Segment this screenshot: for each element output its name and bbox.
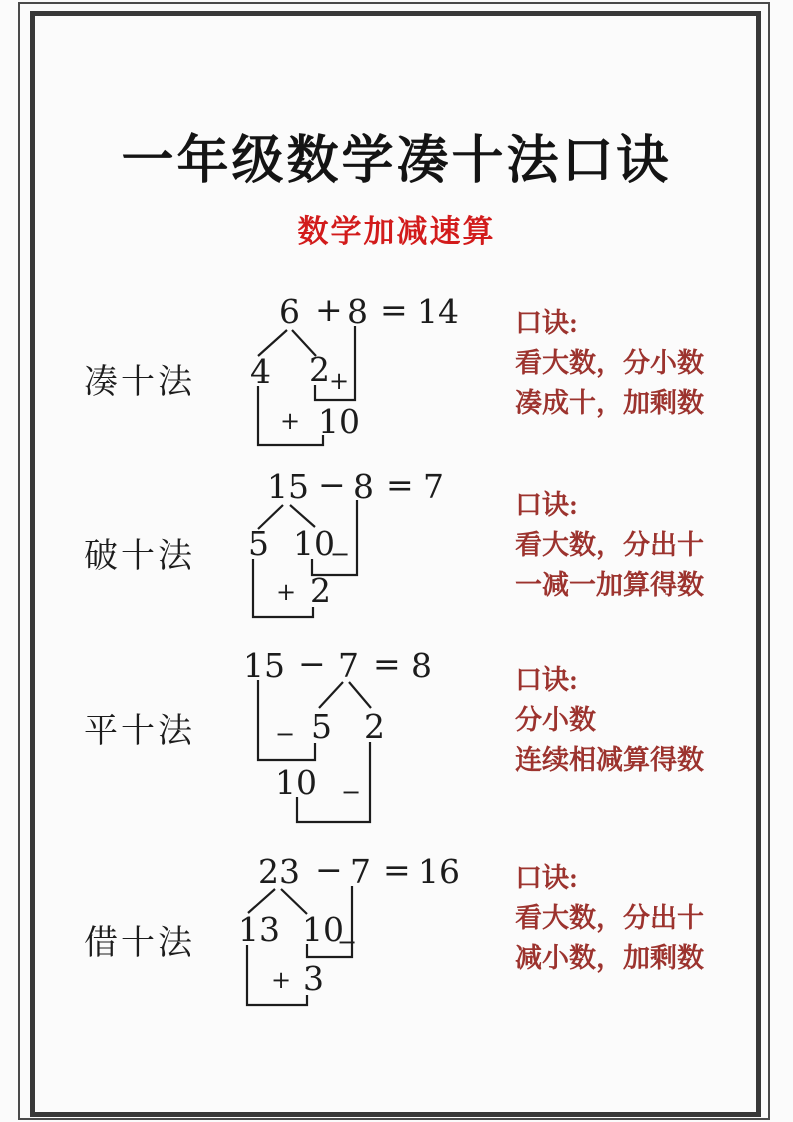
bottom-num: 10 [318,402,360,441]
eq-sign: = [386,465,414,504]
decomposition-diagram-jieshifa [225,850,475,1023]
mnemonic-heading: 口诀: [515,308,578,338]
split-right-num: 10 [302,910,344,949]
mnemonic-pingshifa [515,660,750,780]
eq-sign: = [383,850,411,889]
page-subtitle: 数学加减速算 [297,214,496,249]
split-left-num: 13 [238,910,280,949]
mid-num: 10 [275,763,317,802]
mnemonic-line: 一减一加算得数 [515,570,704,600]
eq-sign: = [373,644,401,683]
mnemonic-line: 看大数，分出十 [515,530,704,560]
mnemonic-coushifa [515,303,750,423]
bottom-op: + [276,578,297,606]
method-label-poshifa: 破十法 [84,538,195,575]
split-line-right [349,682,371,708]
eq-n1: 6 [279,292,300,331]
mnemonic-heading: 口诀: [515,490,578,520]
eq-op: + [315,290,343,329]
decomposition-diagram-poshifa [230,463,470,628]
method-label-jieshifa: 借十法 [84,925,195,962]
split-right-num: 10 [293,524,335,563]
split-right-num: 2 [309,350,330,389]
split-left-num: 5 [311,707,332,746]
eq-n2: 8 [353,467,374,506]
bottom-op: + [280,407,301,435]
link-op: − [330,540,351,568]
eq-op: − [318,465,346,504]
eq-n2: 7 [350,852,371,891]
mnemonic-line: 减小数，加剩数 [515,943,704,973]
mnemonic-heading: 口诀: [515,863,578,893]
mnemonic-line: 看大数，分出十 [515,903,704,933]
decomposition-diagram-coushifa [225,290,475,458]
mnemonic-line: 连续相减算得数 [515,745,704,775]
eq-sign: = [380,290,408,329]
page-title: 一年级数学凑十法口诀 [121,132,672,190]
eq-n2: 7 [338,646,359,685]
decomposition-diagram-pingshifa [225,644,475,828]
link-op: − [275,720,296,748]
link-op: + [329,367,350,395]
eq-n1: 15 [243,646,285,685]
mnemonic-line: 分小数 [515,705,596,735]
mnemonic-line: 看大数，分小数 [515,348,704,378]
mnemonic-heading: 口诀: [515,665,578,695]
split-right-num: 2 [364,707,385,746]
bottom-num: 2 [310,571,331,610]
mnemonic-line: 凑成十，加剩数 [515,388,704,418]
eq-op: − [298,644,326,683]
bottom-op: + [271,966,292,994]
eq-n1: 15 [267,467,309,506]
eq-n1: 23 [258,852,300,891]
split-line-left [319,682,343,708]
eq-result: 8 [411,646,432,685]
eq-result: 16 [418,852,460,891]
method-label-coushifa: 凑十法 [84,364,195,401]
link-op-2: − [341,778,362,806]
mnemonic-jieshifa [515,858,750,978]
split-left-num: 4 [250,352,271,391]
link-op: − [337,928,358,956]
eq-op: − [315,850,343,889]
method-label-pingshifa: 平十法 [84,713,195,750]
eq-n2: 8 [347,292,368,331]
bottom-num: 3 [303,959,324,998]
mnemonic-poshifa [515,485,750,605]
eq-result: 7 [423,467,444,506]
split-left-num: 5 [248,524,269,563]
eq-result: 14 [417,292,459,331]
